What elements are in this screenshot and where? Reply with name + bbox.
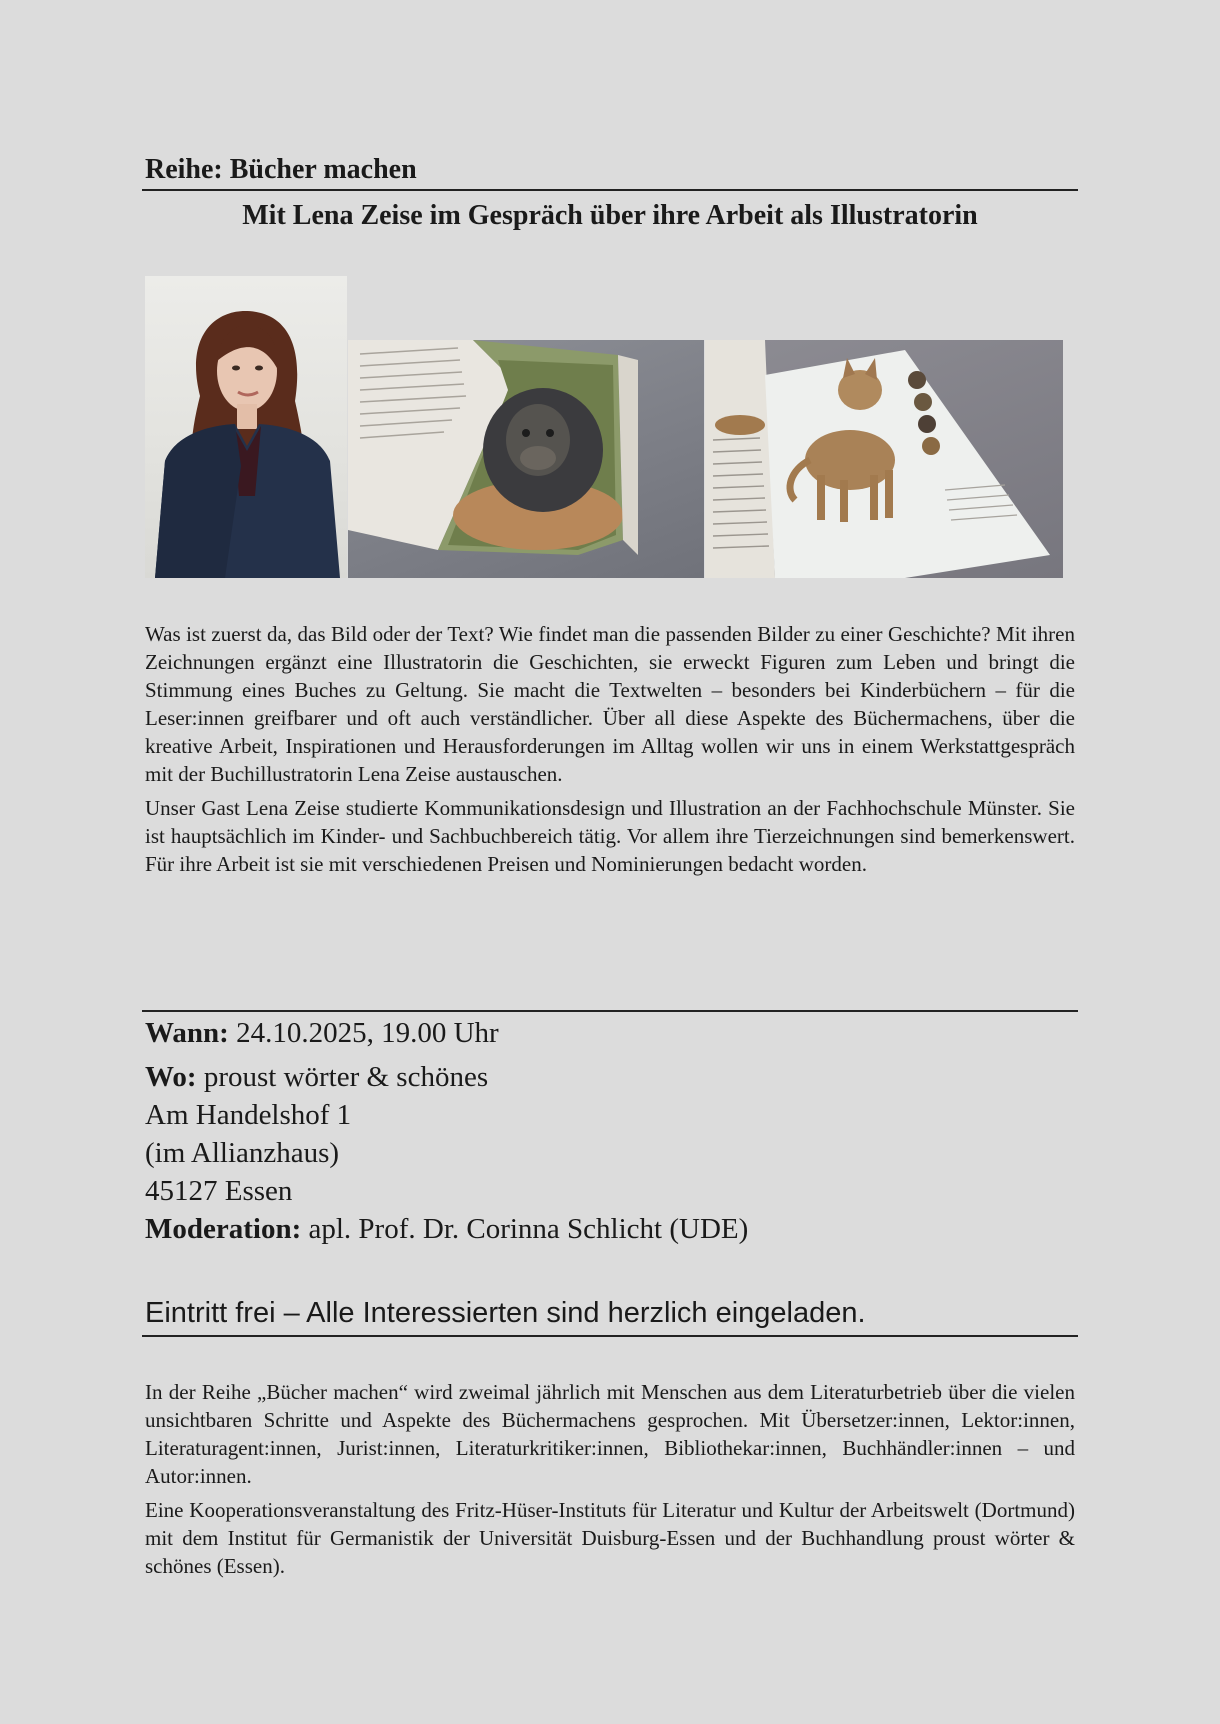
intro-paragraph-1: Was ist zuerst da, das Bild oder der Text? Wie findet man die passenden Bilder zu einer Geschichte? Mit ihren Zeichnungen ergänzt eine Illustratorin die Geschichten, sie erweckt Figuren zum Leben und bringt die Stimmung eines Buches zu Geltung. Sie macht die Textwelten – besonders bei Kinderbüchern – für die Leser:innen greifbarer und oft auch verständlicher. Über all diese Aspekte des Büchermachens, über die kreative Arbeit, Inspirationen und Herausforderungen im Alltag wollen wir uns in einem Werkstattgespräch mit der Buchillustratorin Lena Zeise austauschen. bbox=[145, 622, 1075, 786]
where-value: proust wörter & schönes bbox=[196, 1061, 489, 1093]
event-moderation bbox=[145, 1210, 1075, 1248]
address-line-1: Am Handelshof 1 bbox=[145, 1099, 352, 1131]
event-top-rule bbox=[142, 1010, 1078, 1012]
event-when bbox=[145, 1014, 1075, 1052]
moderation-value: apl. Prof. Dr. Corinna Schlicht (UDE) bbox=[301, 1213, 749, 1245]
intro-paragraph-2: Unser Gast Lena Zeise studierte Kommunikationsdesign und Illustration an der Fachhochschule Münster. Sie ist hauptsächlich im Kinder- und Sachbuchbereich tätig. Vor allem ihre Tierzeichnungen sind bemerkenswert. Für ihre Arbeit ist sie mit verschiedenen Preisen und Nominierungen bedacht worden. bbox=[145, 796, 1075, 876]
book-ape-photo bbox=[348, 340, 704, 578]
footer-text bbox=[145, 1378, 1075, 1586]
intro-text bbox=[145, 620, 1075, 878]
free-entry-note: Eintritt frei – Alle Interessierten sind herzlich eingeladen. bbox=[145, 1297, 866, 1329]
event-where bbox=[145, 1058, 1075, 1096]
where-label: Wo: bbox=[145, 1061, 197, 1093]
page-title: Mit Lena Zeise im Gespräch über ihre Arbeit als Illustratorin bbox=[242, 200, 978, 231]
moderation-label: Moderation: bbox=[145, 1213, 302, 1245]
footer-paragraph-2: Eine Kooperationsveranstaltung des Fritz-Hüser-Instituts für Literatur und Kultur der Arbeitswelt (Dortmund) mit dem Institut für Germanistik der Universität Duisburg-Essen und der Buchhandlung proust wörter & schönes (Essen). bbox=[145, 1498, 1075, 1578]
portrait-photo bbox=[145, 276, 347, 578]
when-value: 24.10.2025, 19.00 Uhr bbox=[228, 1017, 499, 1049]
event-details bbox=[145, 1014, 1075, 1248]
header-rule bbox=[142, 189, 1078, 191]
book-cat-photo bbox=[705, 340, 1063, 578]
address-line-2: (im Allianzhaus) bbox=[145, 1137, 340, 1169]
series-heading: Reihe: Bücher machen bbox=[145, 154, 417, 185]
footer-paragraph-1: In der Reihe „Bücher machen“ wird zweimal jährlich mit Menschen aus dem Literaturbetrieb über die vielen unsichtbaren Schritte und Aspekte des Büchermachens gesprochen. Mit Übersetzer:innen, Lektor:innen, Literaturagent:innen, Jurist:innen, Literaturkritiker:innen, Bibliothekar:innen, Buchhändler:innen – und Autor:innen. bbox=[145, 1380, 1075, 1488]
free-entry-rule bbox=[142, 1335, 1078, 1337]
when-label: Wann: bbox=[145, 1017, 229, 1049]
address-line-3: 45127 Essen bbox=[145, 1175, 293, 1207]
